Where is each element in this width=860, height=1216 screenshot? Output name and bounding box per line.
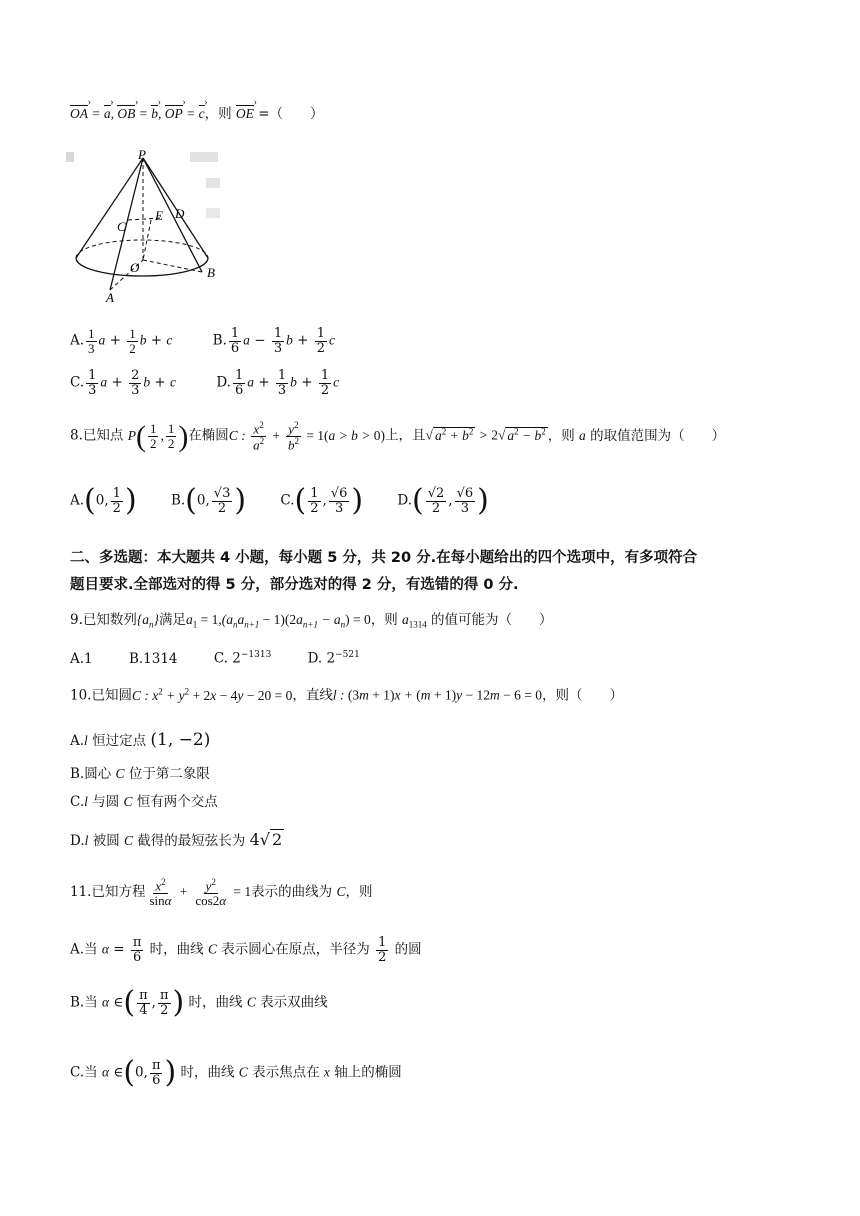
- q7-options-row2: [70, 369, 369, 397]
- q9-seq: $\{a_n\}$: [136, 612, 159, 630]
- q8-option-c[interactable]: C.( $\frac{1}{2}$ , $\frac{√6}{3}$ ): [280, 483, 364, 518]
- q8-stem: 8.已知点 P( $\frac{1}{2}$ , $\frac{1}{2}$ )在椭圆C : $\frac{x^2}{a^2}$ + $\frac{y^2}{b^2}$ = 1(a > b > 0)上，且√ $a^2 + b^2 > 2√$ $a^2 - b^2$ ，则 a 的取值范围为（ ）: [70, 419, 726, 453]
- label-B: B: [207, 265, 215, 280]
- q8-option-d[interactable]: D.( $\frac{√2}{2}$ , $\frac{√6}{3}$ ): [397, 483, 489, 518]
- section2-line1: 二、多选题：本大题共 4 小题，每小题 5 分，共 20 分.在每小题给出的四个选项中，有多项符合: [70, 550, 698, 566]
- q10-circle: C : $x^2 + y^2 + 2x - 4y - 20 = 0$: [131, 686, 293, 703]
- q9-ask: ，则 $a_{1314}$ 的值可能为（ ）: [370, 612, 553, 630]
- q9-option-d[interactable]: D. $2^{-521}$: [307, 650, 360, 667]
- label-C: C: [117, 219, 126, 234]
- label-O: O: [130, 260, 140, 275]
- q7-option-b[interactable]: B. $\frac{1}{6}$ a − $\frac{1}{3}$ b + $\frac{1}{2}$ c: [212, 326, 336, 356]
- q11-equation: $\frac{x^2}{\sin\alpha}$ + $\frac{y^2}{\cos 2\alpha}$ = 1: [149, 877, 252, 908]
- q11-option-c[interactable]: C.当 α ∈(0, $\frac{\pi}{6}$ ) 时，曲线 C 表示焦点在 x 轴上的椭圆: [70, 1055, 402, 1090]
- q9-stem: 9.已知数列$\{a_n\}$满足$a_1 = 1,(a_na_{n+1} - 1)(2a_{n+1} - a_n) = 0$，则 $a_{1314}$ 的值可能为（ ）: [70, 612, 553, 630]
- q9-options: [70, 650, 390, 667]
- q8-ask: ，则 a 的取值范围为（ ）: [547, 427, 726, 444]
- section2-line2: 题目要求.全部选对的得 5 分，部分选对的得 2 分，有选错的得 0 分.: [70, 577, 519, 593]
- q10-line: l : (3m + 1)x + (m + 1)y − 12m − 6 = 0: [332, 687, 543, 703]
- q10-option-a[interactable]: A.l 恒过定点 (1, −2): [70, 730, 211, 750]
- label-P: P: [138, 148, 146, 162]
- q9-option-b[interactable]: B.1314: [128, 650, 178, 667]
- q10-option-d[interactable]: D.l 被圆 C 截得的最短弦长为 4√ 2: [70, 830, 283, 849]
- label-E: E: [155, 208, 163, 223]
- q8-options: [70, 483, 519, 518]
- q10-stem: 10.已知圆C : $x^2 + y^2 + 2x - 4y - 20 = 0$，直线l : (3m + 1)x + (m + 1)y − 12m − 6 = 0，则（ ）: [70, 686, 624, 704]
- q7-options-row1: [70, 327, 365, 355]
- q7-vector-definitions: [70, 106, 324, 122]
- cone-figure: [66, 148, 226, 308]
- label-A: A: [106, 290, 114, 305]
- q9-option-c[interactable]: C. $2^{-1313}$: [213, 650, 272, 667]
- q7-option-a[interactable]: A. $\frac{1}{3}$ a + $\frac{1}{2}$ b + c: [70, 326, 173, 356]
- q9-condition: $a_1 = 1,(a_na_{n+1} - 1)(2a_{n+1} - a_n) = 0$: [185, 612, 371, 630]
- q11-stem: 11.已知方程 $\frac{x^2}{\sin\alpha}$ + $\frac{y^2}{\cos 2\alpha}$ = 1表示的曲线为 C，则: [70, 877, 373, 908]
- q7-ask: ，则 OE › =（ ）: [205, 106, 324, 122]
- q7-option-d[interactable]: D. $\frac{1}{6}$ a + $\frac{1}{3}$ b + $\frac{1}{2}$ c: [216, 368, 340, 398]
- q8-option-a[interactable]: A.(0, $\frac{1}{2}$ ): [70, 483, 137, 518]
- q8-condition: √ $a^2 + b^2 > 2√$ $a^2 - b^2$: [425, 426, 546, 443]
- q8-ellipse: C : $\frac{x^2}{a^2}$ + $\frac{y^2}{b^2}$ = 1(a > b > 0): [228, 420, 386, 453]
- label-D: D: [175, 206, 185, 221]
- vector-def-formula: OA › = a ›, OB › = b ›, OP › = c ›: [70, 106, 205, 121]
- q10-option-b[interactable]: B.圆心 C 位于第二象限: [70, 766, 210, 782]
- q11-option-a[interactable]: A.当 α = $\frac{\pi}{6}$ 时，曲线 C 表示圆心在原点，半径为 $\frac{1}{2}$ 的圆: [70, 935, 422, 965]
- q8-option-b[interactable]: B.(0, $\frac{√3}{2}$ ): [170, 483, 247, 518]
- q7-option-c[interactable]: C. $\frac{1}{3}$ a + $\frac{2}{3}$ b + c: [70, 368, 177, 398]
- q8-point: P( $\frac{1}{2}$ , $\frac{1}{2}$ ): [127, 419, 189, 453]
- q11-option-b[interactable]: B.当 α ∈( $\frac{\pi}{4}$ , $\frac{\pi}{2}$ ) 时，曲线 C 表示双曲线: [70, 985, 328, 1020]
- q9-option-a[interactable]: A.1: [70, 650, 93, 667]
- q10-option-c[interactable]: C.l 与圆 C 恒有两个交点: [70, 794, 218, 810]
